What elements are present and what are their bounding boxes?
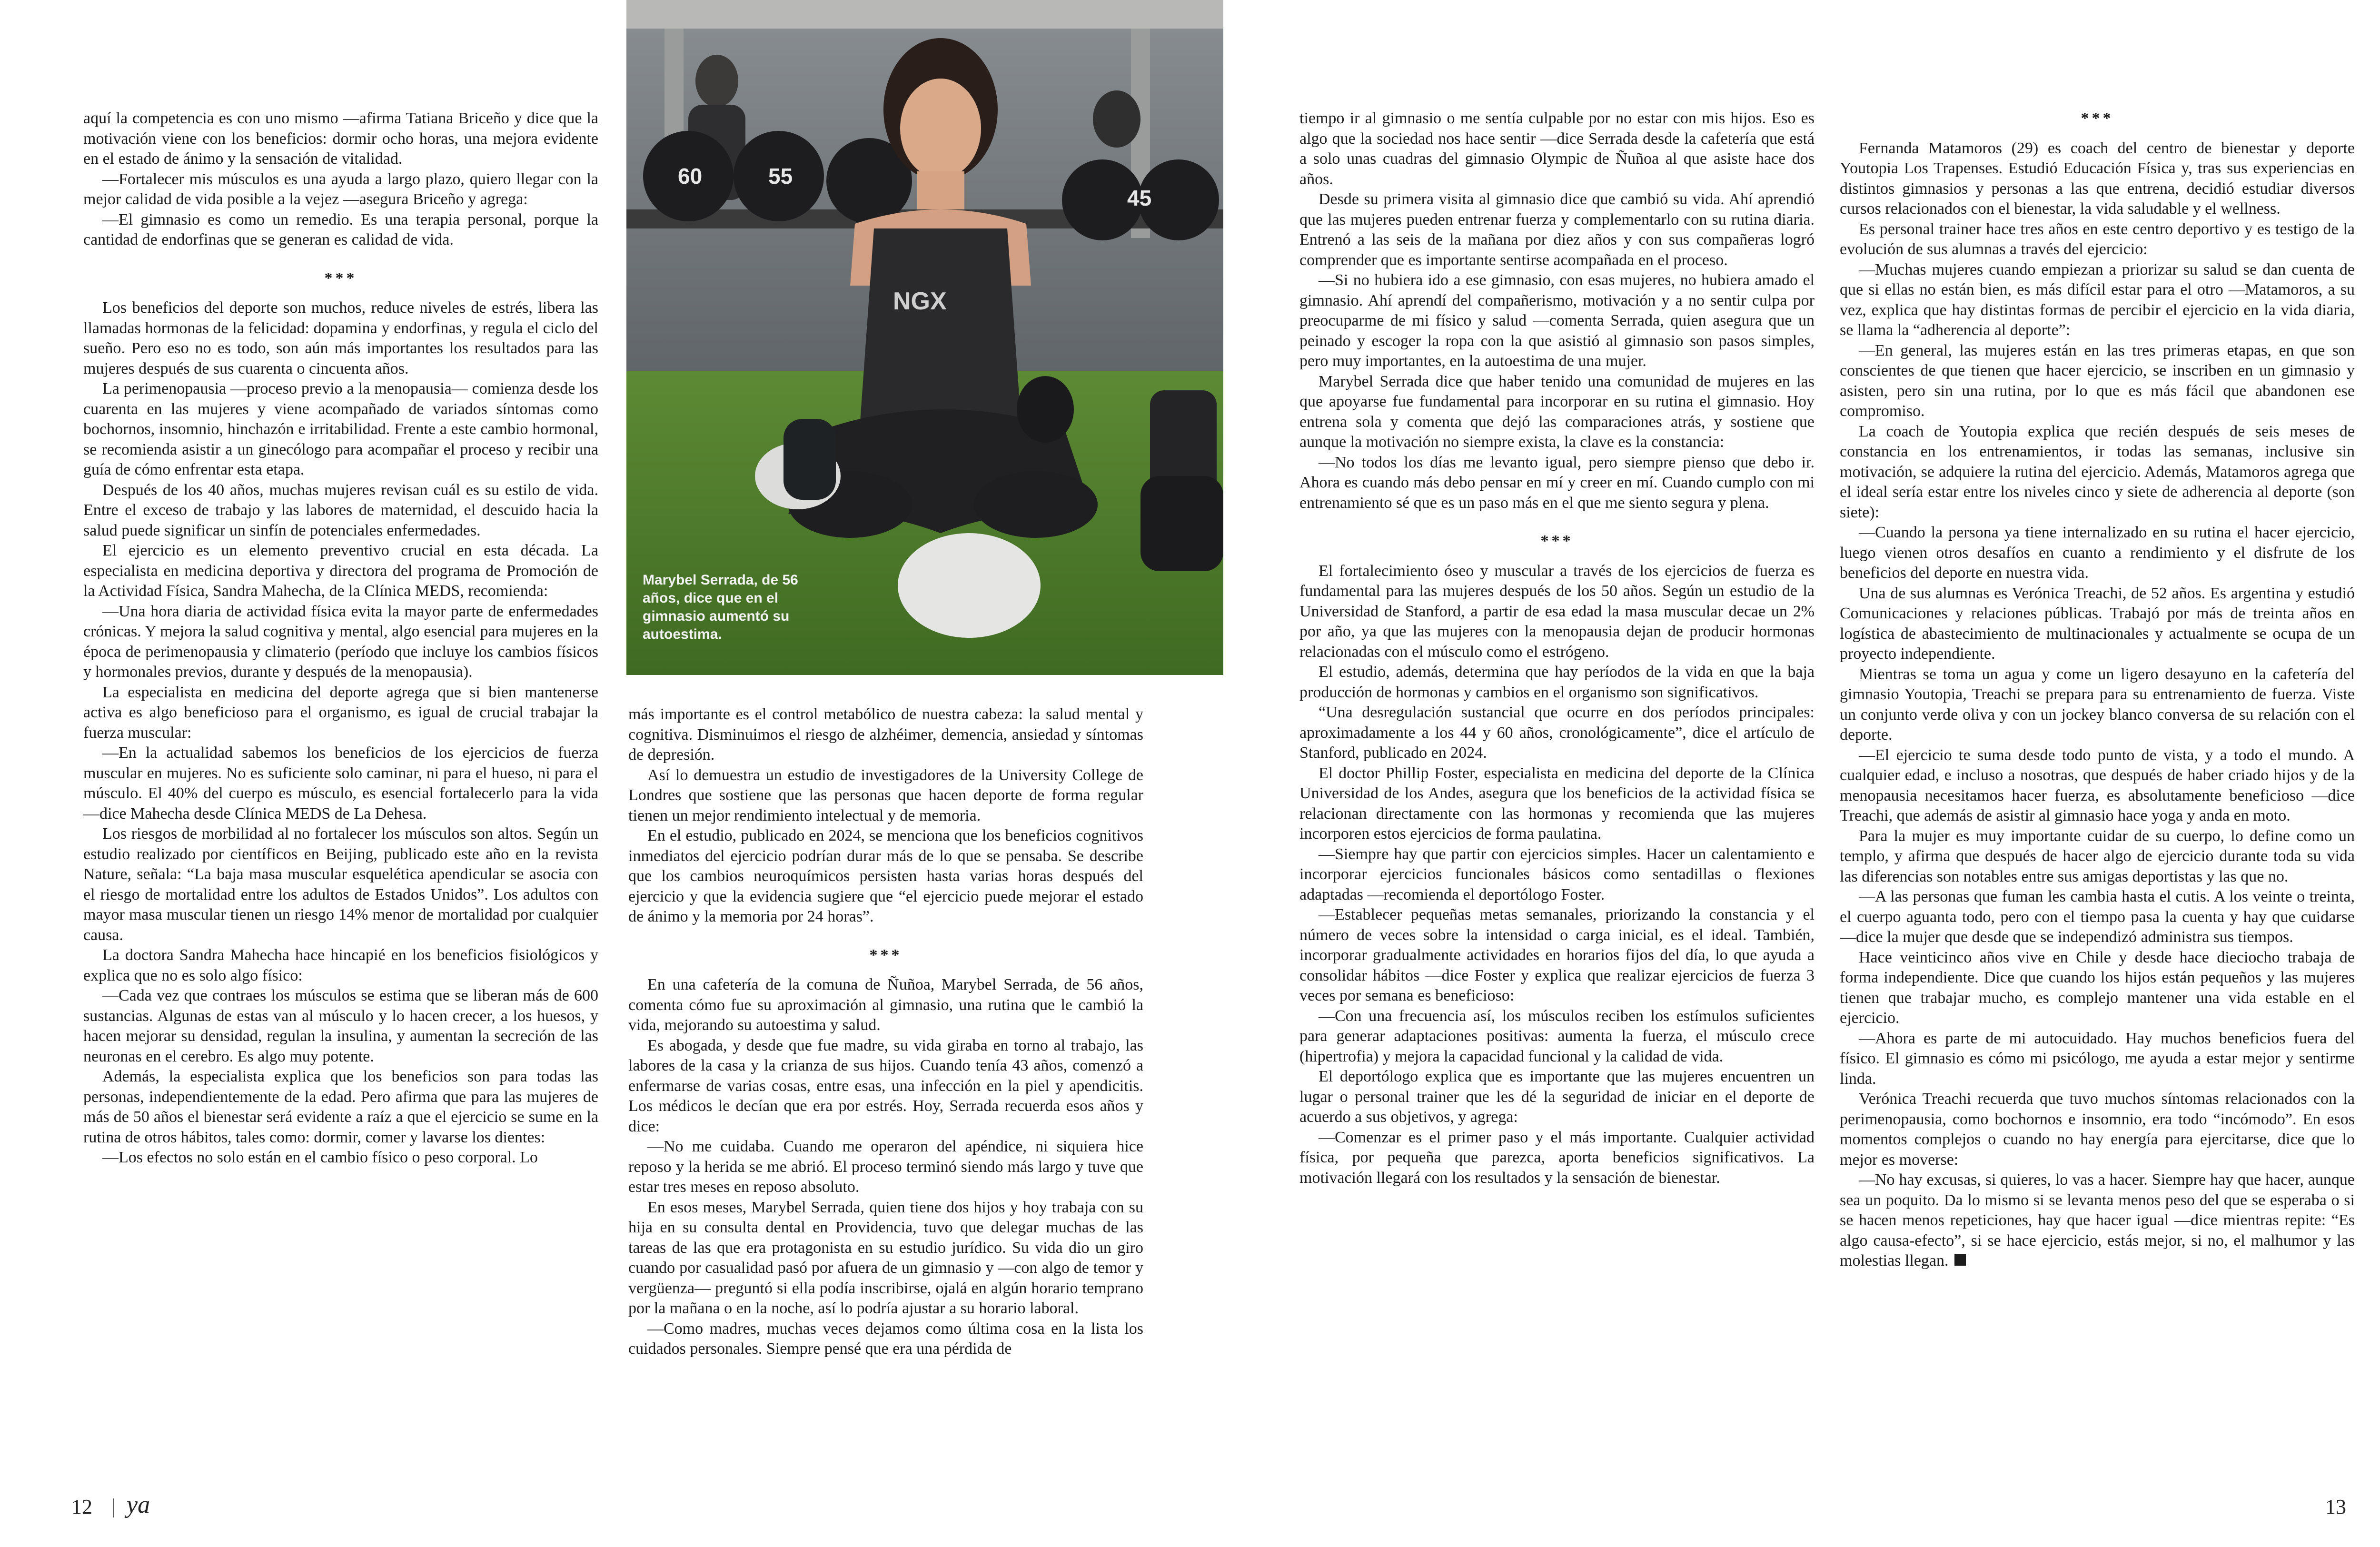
paragraph: —Con una frecuencia así, los músculos reciben los estímulos suficientes para generar adaptaciones positivas: aumenta la fuerza, el músculo crece (hipertrofia) y mejora la capacidad funcional y la calidad de vida. xyxy=(1299,1007,1815,1065)
paragraph: El fortalecimiento óseo y muscular a través de los ejercicios de fuerza es fundamental para las mujeres después de los 50 años. Según un estudio de la Universidad de Stanford, a partir de esa edad la masa muscular decae un 2% por año, ya que las mujeres con la menopausia dejan de producir hormonas relacionadas con el músculo como el estrógeno. xyxy=(1299,562,1815,661)
final-paragraph-text: —No hay excusas, si quieres, lo vas a hacer. Siempre hay que hacer, aunque sea un poquito. Da lo mismo si se levanta menos peso del que se esperaba o si se hacen menos repeticiones, hay que hacer igual —dice mientras repite: “Es algo causa-efecto”, si se hace ejercicio, estás mejor, si no, el malhumor y las molestias llegan. xyxy=(1840,1171,2355,1269)
paragraph: —En la actualidad sabemos los beneficios de los ejercicios de fuerza muscular en mujeres. No es suficiente solo caminar, ni para el hueso, ni para el músculo. El 40% del cuerpo es músculo, es esencial fortalecerlo para la vida —dice Mahecha desde Clínica MEDS de La Dehesa. xyxy=(83,744,598,823)
paragraph: Después de los 40 años, muchas mujeres revisan cuál es su estilo de vida. Entre el exceso de trabajo y las labores de maternidad, el descuido hacia la salud puede significar un sinfín de potenciales enfermedades. xyxy=(83,481,598,539)
shirt-text: NGX xyxy=(893,288,947,315)
paragraph: —Cuando la persona ya tiene internalizado en su rutina el hacer ejercicio, luego vienen otros desafíos en cuanto a rendimiento y el disfrute de los beneficios del deporte en nuestra vida. xyxy=(1840,524,2355,582)
section-separator: *** xyxy=(324,269,357,287)
end-mark-icon xyxy=(1954,1254,1966,1266)
paragraph: Verónica Treachi recuerda que tuvo muchos síntomas relacionados con la perimenopausia, como bochornos e insomnio, era todo “incómodo”. En esos momentos complejos o cuando no hay energía para ejercitarse, dice que lo mejor es moverse: xyxy=(1840,1090,2355,1169)
paragraph: —Ahora es parte de mi autocuidado. Hay muchos beneficios fuera del físico. El gimnasio es cómo mi psicólogo, me ayuda a estar mejor y sentirme linda. xyxy=(1840,1029,2355,1088)
paragraph: El estudio, además, determina que hay períodos de la vida en que la baja producción de hormonas y cambios en el organismo son significativos. xyxy=(1299,663,1815,701)
paragraph: —El gimnasio es como un remedio. Es una terapia personal, porque la cantidad de endorfinas que se generan es calidad de vida. xyxy=(83,210,598,248)
paragraph: Así lo demuestra un estudio de investigadores de la University College de Londres que sostiene que las personas que hacen deporte de forma regular tienen un mejor rendimiento intelectual y de memoria. xyxy=(628,766,1143,824)
paragraph: Los beneficios del deporte son muchos, reduce niveles de estrés, libera las llamadas hormonas de la felicidad: dopamina y endorfinas, y regula el ciclo del sueño. Pero eso no es todo, son aún más importantes los resultados para las mujeres después de sus cuarenta o cincuenta años. xyxy=(83,299,598,377)
paragraph: Una de sus alumnas es Verónica Treachi, de 52 años. Es argentina y estudió Comunicaciones y relaciones públicas. Trabajó por más de treinta años en logística de abastecimiento de multinacionales y actualmente se ocupa de un proyecto independiente. xyxy=(1840,584,2355,663)
paragraph: —En general, las mujeres están en las tres primeras etapas, en que son conscientes de que tienen que hacer ejercicio, se inscriben en un gimnasio y asisten, pero sin una rutina, por lo que es más fácil que abandonen ese compromiso. xyxy=(1840,341,2355,420)
paragraph: —A las personas que fuman les cambia hasta el cutis. A los veinte o treinta, el cuerpo aguanta todo, pero con el tiempo pasa la cuenta y hay que cuidarse —dice la mujer que desde que se independizó administra sus tiempos. xyxy=(1840,888,2355,946)
paragraph: —Comenzar es el primer paso y el más importante. Cualquier actividad física, por pequeña que parezca, aporta beneficios significativos. La motivación llegará con los resultados y la sensación de bienestar. xyxy=(1299,1128,1815,1187)
paragraph: —Si no hubiera ido a ese gimnasio, con esas mujeres, no hubiera amado el gimnasio. Ahí aprendí del compañerismo, motivación y a no sentir culpa por preocuparme de mi físico y salud —comenta Serrada, quien asegura que un peinado y escoger la ropa con la que asistió al gimnasio son pasos simples, pero muy importantes, en la autoestima de una mujer. xyxy=(1299,271,1815,370)
page-number-right: 13 xyxy=(2325,1495,2346,1518)
paragraph: aquí la competencia es con uno mismo —afirma Tatiana Briceño y dice que la motivación viene con los beneficios: dormir ocho horas, una mejora evidente en el estado de ánimo y la sensación de vitalidad. xyxy=(83,109,598,168)
paragraph-final xyxy=(1840,1170,2355,1271)
paragraph: —Una hora diaria de actividad física evita la mayor parte de enfermedades crónicas. Y mejora la salud cognitiva y mental, algo esencial para mujeres en la época de perimenopausia y climaterio (período que incluye los cambios físicos y hormonales previos, durante y después de la menopausia). xyxy=(83,602,598,681)
paragraph: Es personal trainer hace tres años en este centro deportivo y es testigo de la evolución de sus alumnas a través del ejercicio: xyxy=(1840,220,2355,258)
paragraph: Los riesgos de morbilidad al no fortalecer los músculos son altos. Según un estudio realizado por científicos en Beijing, publicado este año en la revista Nature, señala: “La baja masa muscular esquelética apendicular se asocia con el riesgo de mortalidad entre los adultos de Estados Unidos”. Los adultos con mayor masa muscular tienen un riesgo 14% menor de mortalidad por cualquier causa. xyxy=(83,825,598,944)
paragraph: Desde su primera visita al gimnasio dice que cambió su vida. Ahí aprendió que las mujeres pueden entrenar fuerza y complementarlo con su rutina diaria. Entrenó a las seis de la mañana por diez años y con sus compañeras logró comprender que es importante sentirse acompañada en el proceso. xyxy=(1299,190,1815,269)
paragraph: La perimenopausia —proceso previo a la menopausia— comienza desde los cuarenta en las mujeres y viene acompañado de variados síntomas como bochornos, insomnio, hinchazón e irritabilidad. Frente a este cambio hormonal, se recomienda asistir a un ginecólogo para acompañar el proceso y recibir una guía de cómo enfrentar esta etapa. xyxy=(83,380,598,478)
paragraph: El ejercicio es un elemento preventivo crucial en esta década. La especialista en medicina deportiva y directora del programa de Promoción de la Actividad Física, Sandra Mahecha, de la Clínica MEDS, recomienda: xyxy=(83,542,598,600)
article-column-1 xyxy=(83,109,598,1489)
magazine-logo: ya xyxy=(127,1491,150,1518)
paragraph: más importante es el control metabólico de nuestra cabeza: la salud mental y cognitiva. Disminuimos el riesgo de alzhéimer, demencia, ansiedad y síntomas de depresión. xyxy=(628,705,1143,764)
paragraph: —Como madres, muchas veces dejamos como última cosa en la lista los cuidados personales. Siempre pensé que era una pérdida de xyxy=(628,1319,1143,1358)
page-number-left: 12 xyxy=(71,1495,92,1518)
paragraph: Para la mujer es muy importante cuidar de su cuerpo, lo define como un templo, y afirma que después de hacer algo de ejercicio durante toda su vida las diferencias son notables entre sus amigas deportistas y las que no. xyxy=(1840,827,2355,885)
dumbbell-number-55: 55 xyxy=(768,164,793,188)
paragraph: En una cafetería de la comuna de Ñuñoa, Marybel Serrada, de 56 años, comenta cómo fue su aproximación al gimnasio, una rutina que le cambió la vida, mejorando su autoestima y salud. xyxy=(628,976,1143,1034)
paragraph: —El ejercicio te suma desde todo punto de vista, y a todo el mundo. A cualquier edad, e incluso a nosotras, que después de haber criado hijos y de la menopausia necesitamos hacer fuerza, es absolutamente beneficioso —dice Treachi, que además de asistir al gimnasio hace yoga y anda en moto. xyxy=(1840,746,2355,824)
photo-caption: Marybel Serrada, de 56 años, dice que en el gimnasio aumentó su autoestima. xyxy=(643,572,798,642)
paragraph: tiempo ir al gimnasio o me sentía culpable por no estar con mis hijos. Eso es algo que la sociedad nos hace sentir —dice Serrada desde la cafetería que está a solo unas cuadras del gimnasio Olympic de Ñuñoa al que asiste hace dos años. xyxy=(1299,109,1815,188)
paragraph: Fernanda Matamoros (29) es coach del centro de bienestar y deporte Youtopia Los Trapenses. Estudió Educación Física y, tras sus experiencias en distintos gimnasios y personas a las que entrena, decidió estudiar diversos cursos relacionados con el bienestar, la vida saludable y el wellness. xyxy=(1840,139,2355,218)
paragraph: En esos meses, Marybel Serrada, quien tiene dos hijos y hoy trabaja con su hija en su consulta dental en Providencia, tuvo que delegar muchas de las tareas de las que era protagonista en su estudio jurídico. Su vida dio un giro cuando por casualidad pasó por afuera de un gimnasio y —con algo de temor y vergüenza— preguntó si ella podía inscribirse, ojalá en algún horario temprano por la mañana o en la noche, así lo podría ajustar a su horario laboral. xyxy=(628,1198,1143,1317)
paragraph: —Siempre hay que partir con ejercicios simples. Hacer un calentamiento e incorporar ejercicios funcionales básicos como sentadillas o flexiones adaptadas —recomienda el deportólogo Foster. xyxy=(1299,845,1815,903)
section-separator: *** xyxy=(869,946,902,964)
paragraph: Hace veinticinco años vive en Chile y desde hace dieciocho trabaja de forma independiente. Dice que cuando los hijos están pequeños y las mujeres tienen que trabajar mucho, es complejo mantener una vida estable en el ejercicio. xyxy=(1840,948,2355,1027)
article-column-4 xyxy=(1840,109,2355,1489)
dumbbell-number-45: 45 xyxy=(1127,186,1152,210)
paragraph: —Fortalecer mis músculos es una ayuda a largo plazo, quiero llegar con la mejor calidad de vida posible a la vejez —asegura Briceño y agrega: xyxy=(83,170,598,208)
paragraph: La doctora Sandra Mahecha hace hincapié en los beneficios fisiológicos y explica que no es solo algo físico: xyxy=(83,946,598,984)
paragraph: —No todos los días me levanto igual, pero siempre pienso que debo ir. Ahora es cuando más debo pensar en mí y creer en mí. Cuando cumplo con mi entrenamiento sé que es un paso más en el que me siento segura y plena. xyxy=(1299,453,1815,512)
paragraph: La especialista en medicina del deporte agrega que si bien mantenerse activa es algo beneficioso para el organismo, es igual de crucial trabajar la fuerza muscular: xyxy=(83,683,598,742)
paragraph: Mientras se toma un agua y come un ligero desayuno en la cafetería del gimnasio Youtopia, Treachi se prepara para su entrenamiento de fuerza. Viste un conjunto verde oliva y con un jockey blanco conversa de su relación con el deporte. xyxy=(1840,665,2355,744)
paragraph: —Los efectos no solo están en el cambio físico o peso corporal. Lo xyxy=(102,1149,538,1166)
section-separator: *** xyxy=(2081,109,2114,127)
paragraph: Marybel Serrada dice que haber tenido una comunidad de mujeres en las que apoyarse fue fundamental para incorporar en su rutina el gimnasio. Hoy entrena sola y comenta que dejó las comparaciones atrás, y sostiene que aunque la motivación no siempre exista, la clave es la constancia: xyxy=(1299,372,1815,451)
paragraph: Además, la especialista explica que los beneficios son para todas las personas, independientemente de la edad. Pero afirma que para las mujeres de más de 50 años el bienestar será evidente a raíz a que el ejercicio se sume en la rutina de otros hábitos, tales como: dormir, comer y lavarse los dientes: xyxy=(83,1068,598,1146)
paragraph: Es abogada, y desde que fue madre, su vida giraba en torno al trabajo, las labores de la casa y la crianza de sus hijos. Cuando tenía 43 años, comenzó a enfermarse de varias cosas, entre esas, una infección en la piel y apendicitis. Los médicos le decían que era por estrés. Hoy, Serrada recuerda esos años y dice: xyxy=(628,1036,1143,1135)
paragraph: La coach de Youtopia explica que recién después de seis meses de constancia en los entrenamientos, ir todas las semanas, inclusive sin motivación, se adquiere la rutina del ejercicio. Además, Matamoros agrega que el ideal sería estar entre los niveles cinco y siete de adherencia al deporte (son siete): xyxy=(1840,422,2355,521)
paragraph: El doctor Phillip Foster, especialista en medicina del deporte de la Clínica Universidad de los Andes, asegura que los beneficios de la actividad física se relacionan directamente con las hormonas y recomienda que las mujeres incorporen estos ejercicios de forma paulatina. xyxy=(1299,764,1815,843)
paragraph: —Cada vez que contraes los músculos se estima que se liberan más de 600 sustancias. Algunas de estas van al músculo y lo hacen crecer, a los huesos, y hacen mejorar su densidad, regulan la insulina, y aumentan la secreción de las neuronas en el cerebro. Es algo muy potente. xyxy=(83,987,598,1065)
section-separator: *** xyxy=(1540,532,1574,550)
paragraph: —No me cuidaba. Cuando me operaron del apéndice, ni siquiera hice reposo y la herida se me abrió. El proceso terminó siendo más largo y tuve que estar tres meses en reposo absoluto. xyxy=(628,1138,1143,1196)
dumbbell-number-60: 60 xyxy=(678,164,703,188)
article-column-2 xyxy=(628,704,1143,1490)
folio-divider xyxy=(113,1498,114,1517)
paragraph: El deportólogo explica que es importante que las mujeres encuentren un lugar o personal trainer que les dé la seguridad de iniciar en el deporte de acuerdo a sus objetivos, y agrega: xyxy=(1299,1068,1815,1126)
article-column-3 xyxy=(1299,109,1815,1489)
paragraph: —Muchas mujeres cuando empiezan a priorizar su salud se dan cuenta de que si ellas no están bien, es más difícil estar para el otro —Matamoros, a su vez, explica que hay distintas formas de percibir el ejercicio en la vida diaria, se llama la “adherencia al deporte”: xyxy=(1840,260,2355,339)
paragraph: “Una desregulación sustancial que ocurre en dos períodos principales: aproximadamente a los 44 y 60 años, cronológicamente”, dice el artículo de Stanford, publicado en 2024. xyxy=(1299,704,1815,762)
paragraph: En el estudio, publicado en 2024, se menciona que los beneficios cognitivos inmediatos del ejercicio podrían durar más de lo que se pensaba. Se describe que los cambios neuroquímicos persisten hasta varias horas después del ejercicio y que la evidencia sugiere que “el ejercicio puede mejorar el estado de ánimo y la memoria por 24 horas”. xyxy=(628,827,1143,925)
paragraph: —Establecer pequeñas metas semanales, priorizando la constancia y el número de veces sobre la intensidad o carga inicial, es el ideal. También, incorporar gradualmente actividades en horarios fijos del día, lo que ayuda a consolidar hábitos —dice Foster y explica que realizar ejercicios de fuerza 3 veces por semana es beneficioso: xyxy=(1299,906,1815,1004)
